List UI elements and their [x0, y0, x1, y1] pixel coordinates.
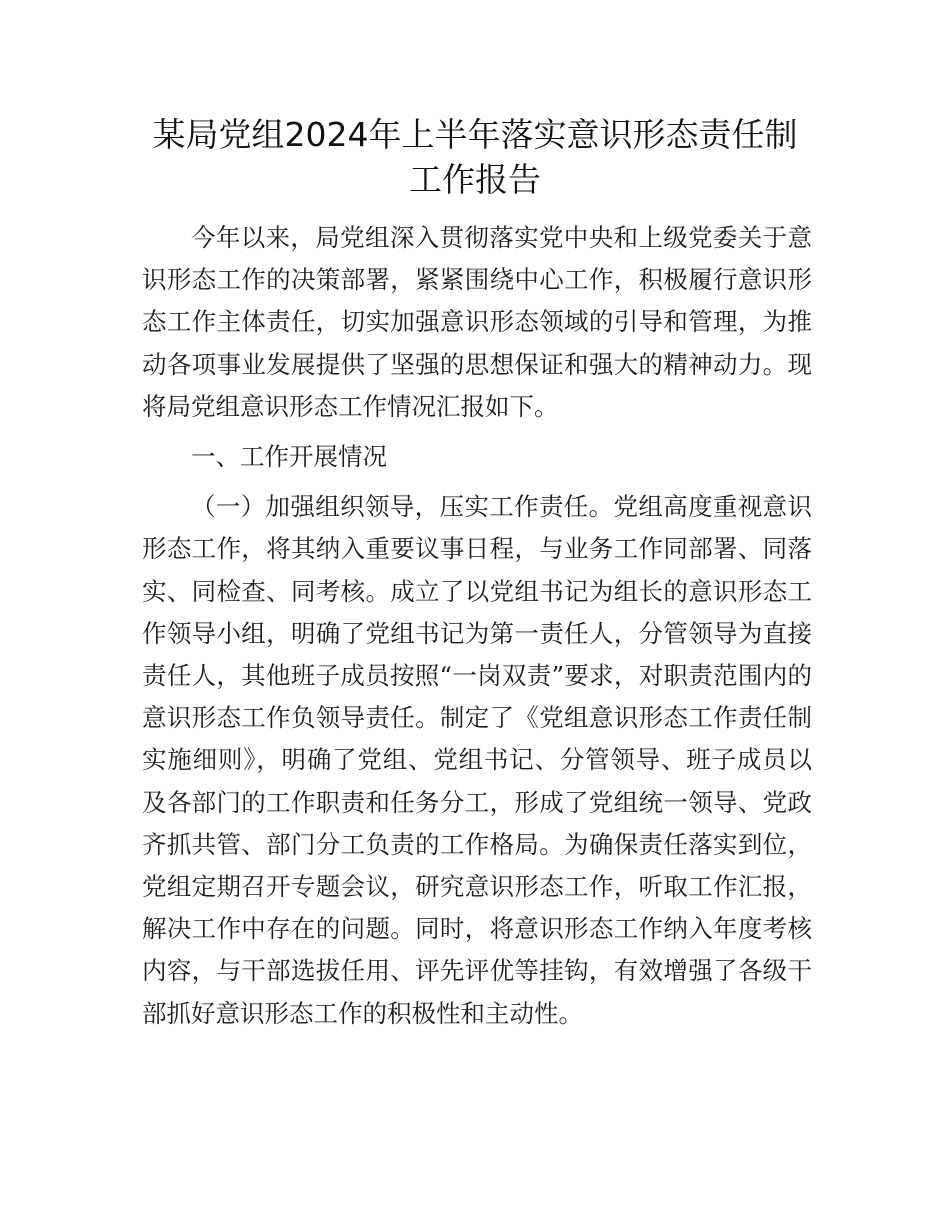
document-body	[142, 217, 812, 1043]
subsection-paragraph: （一）加强组织领导，压实工作责任。党组高度重视意识形态工作，将其纳入重要议事日程，与业务工作同部署、同落实、同检查、同考核。成立了以党组书记为组长的意识形态工作领导小组，明确了党组书记为第一责任人，分管领导为直接责任人，其他班子成员按照“一岗双责”要求，对职责范围内的意识形态工作负领导责任。制定了《党组意识形态工作责任制实施细则》，明确了党组、党组书记、分管领导、班子成员以及各部门的工作职责和任务分工，形成了党组统一领导、党政齐抓共管、部门分工负责的工作格局。为确保责任落实到位，党组定期召开专题会议，研究意识形态工作，听取工作汇报，解决工作中存在的问题。同时，将意识形态工作纳入年度考核内容，与干部选拔任用、评先评优等挂钩，有效增强了各级干部抓好意识形态工作的积极性和主动性。	[142, 492, 812, 1028]
intro-paragraph: 今年以来，局党组深入贯彻落实党中央和上级党委关于意识形态工作的决策部署，紧紧围绕中心工作，积极履行意识形态工作主体责任，切实加强意识形态领域的引导和管理，为推动各项事业发展提供了坚强的思想保证和强大的精神动力。现将局党组意识形态工作情况汇报如下。	[142, 223, 812, 421]
document-title: 某局党组2024年上半年落实意识形态责任制工作报告	[152, 115, 798, 199]
section-heading: 一、工作开展情况	[191, 442, 387, 472]
